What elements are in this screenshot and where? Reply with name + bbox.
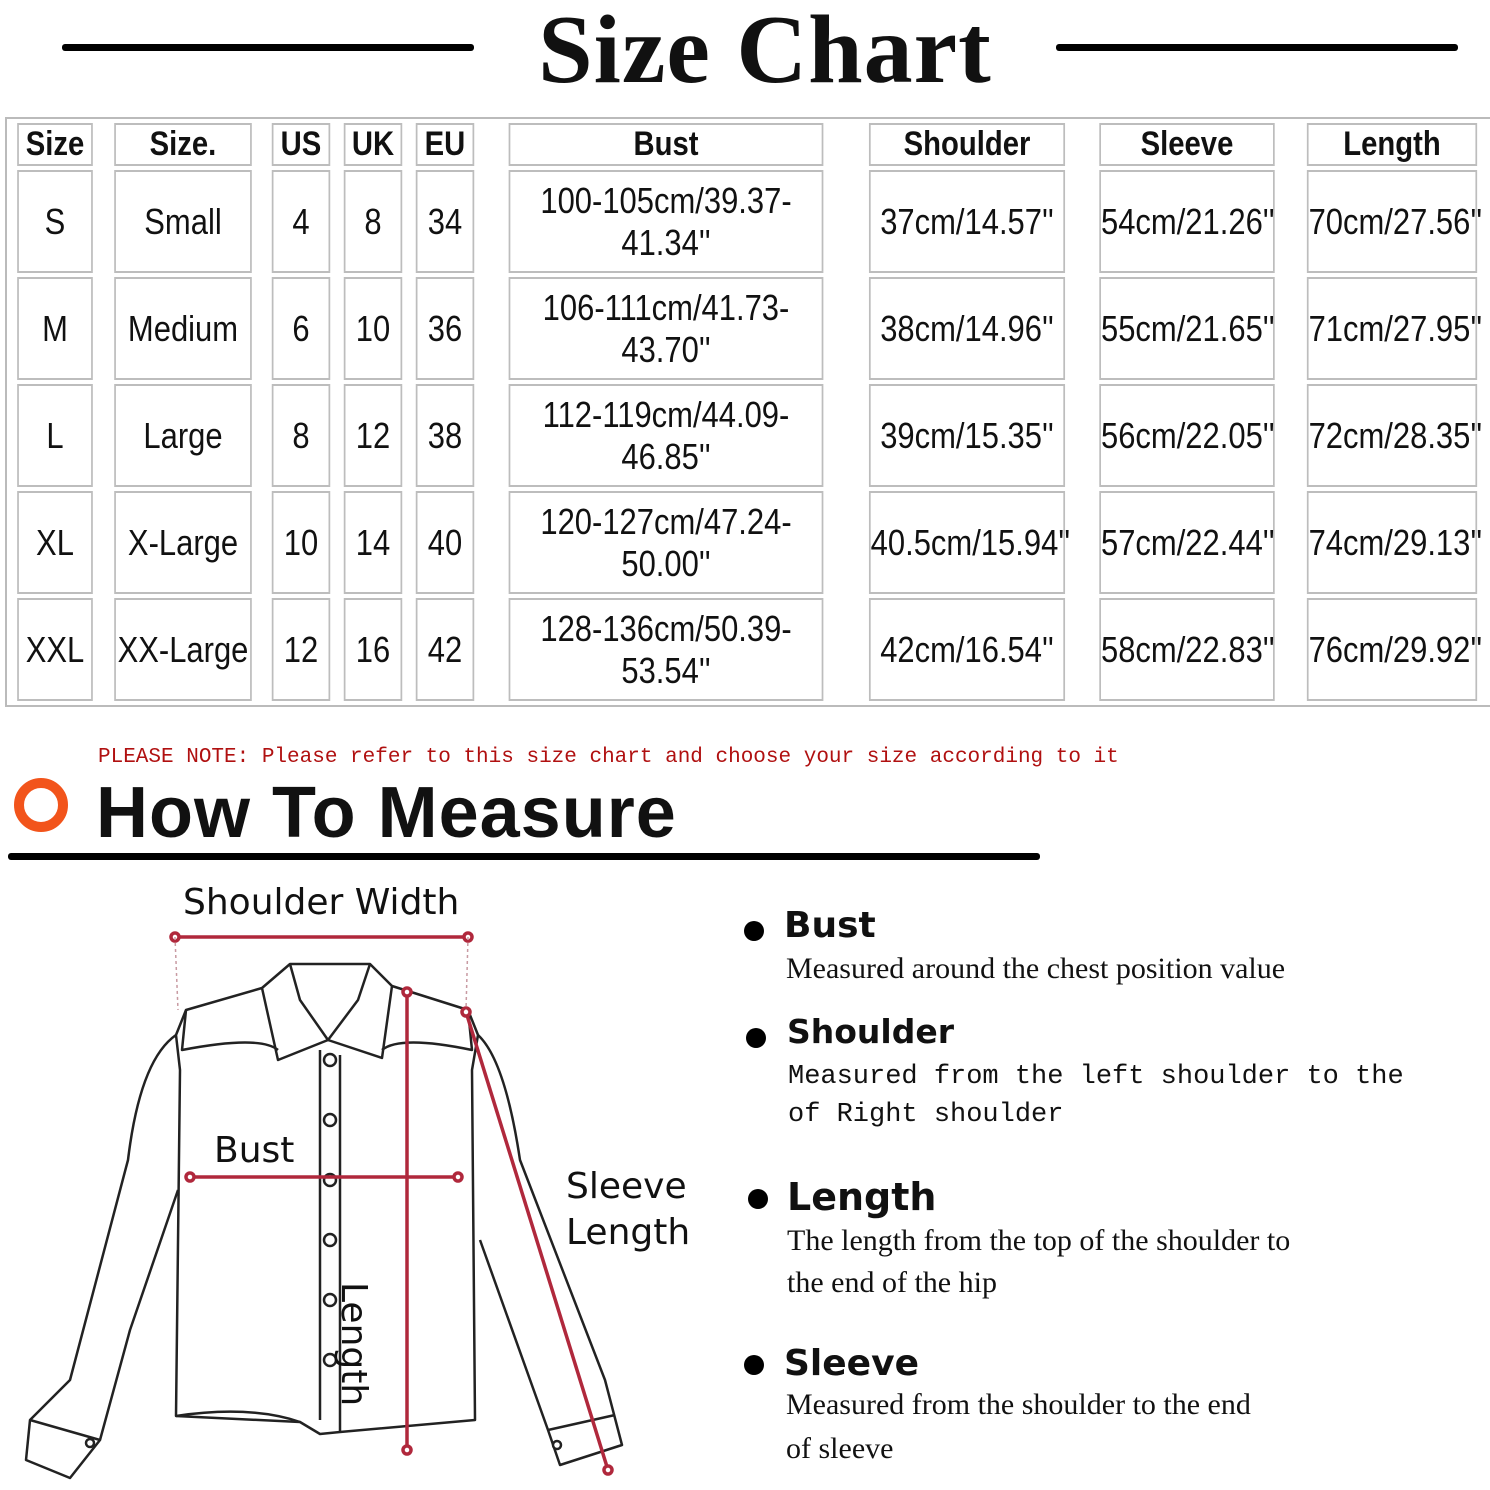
circle-bullet-icon (14, 778, 68, 832)
table-cell: 42cm/16.54'' (869, 598, 1065, 701)
measure-item-desc-line2: of sleeve (786, 1432, 894, 1465)
table-cell: 120-127cm/47.24-50.00'' (509, 491, 824, 594)
header-uk: UK (344, 123, 402, 166)
table-cell: 12 (344, 384, 402, 487)
measure-item-title: Length (787, 1175, 937, 1219)
table-row (11, 384, 1490, 487)
title-rule-left (62, 44, 474, 51)
table-cell: 72cm/28.35'' (1307, 384, 1477, 487)
table-cell: 6 (272, 277, 330, 380)
table-row (11, 491, 1490, 594)
table-cell: 55cm/21.65'' (1099, 277, 1274, 380)
table-cell: 112-119cm/44.09-46.85'' (509, 384, 824, 487)
table-cell: 8 (272, 384, 330, 487)
header-length: Length (1307, 123, 1477, 166)
measure-item-sleeve (744, 1343, 1434, 1473)
sleeve-length-label-line1: Sleeve (566, 1166, 687, 1207)
measure-item-length (744, 1175, 1434, 1305)
table-cell: 14 (344, 491, 402, 594)
table-cell: 16 (344, 598, 402, 701)
measure-item-desc-line2: the end of the hip (787, 1266, 997, 1299)
table-cell: 70cm/27.56'' (1307, 170, 1477, 273)
measure-item-desc: Measured around the chest position value (786, 952, 1286, 985)
measure-item-desc-line1: Measured from the shoulder to the end (786, 1388, 1251, 1421)
table-cell: 58cm/22.83'' (1099, 598, 1274, 701)
bullet-icon (744, 1355, 764, 1375)
table-cell: 100-105cm/39.37-41.34'' (509, 170, 824, 273)
table-cell: 128-136cm/50.39-53.54'' (509, 598, 824, 701)
length-label: Length (333, 1282, 374, 1407)
shirt-diagram (0, 860, 720, 1490)
table-cell: Small (114, 170, 252, 273)
table-cell: 38 (416, 384, 474, 487)
header-size: Size (17, 123, 93, 166)
table-cell: 34 (416, 170, 474, 273)
table-cell: XX-Large (114, 598, 252, 701)
table-cell: XXL (17, 598, 93, 701)
table-cell: 57cm/22.44'' (1099, 491, 1274, 594)
size-note: PLEASE NOTE: Please refer to this size chart and choose your size according to it (98, 746, 1119, 769)
measure-heading-rule (8, 853, 1040, 860)
table-header-row (11, 123, 1490, 166)
table-cell: 10 (272, 491, 330, 594)
header-size-name: Size. (114, 123, 252, 166)
table-row (11, 277, 1490, 380)
header-eu: EU (416, 123, 474, 166)
table-cell: 36 (416, 277, 474, 380)
header-shoulder: Shoulder (869, 123, 1065, 166)
measure-heading: How To Measure (96, 773, 677, 853)
table-cell: 37cm/14.57'' (869, 170, 1065, 273)
table-cell: 10 (344, 277, 402, 380)
measure-item-desc-line1: Measured from the left shoulder to the (788, 1062, 1404, 1092)
measure-item-desc-line1: The length from the top of the shoulder to (787, 1224, 1291, 1257)
table-cell: L (17, 384, 93, 487)
title-rule-right (1056, 44, 1458, 51)
measure-item-title: Bust (784, 905, 876, 946)
bust-label: Bust (214, 1130, 295, 1171)
measure-item-desc-line2: of Right shoulder (788, 1100, 1064, 1130)
table-cell: Large (114, 384, 252, 487)
measure-item-bust (744, 905, 1434, 995)
measure-item-title: Shoulder (787, 1012, 955, 1051)
table-cell: 4 (272, 170, 330, 273)
bullet-icon (748, 1189, 768, 1209)
table-cell: 8 (344, 170, 402, 273)
table-cell: 71cm/27.95'' (1307, 277, 1477, 380)
table-row (11, 170, 1490, 273)
table-cell: M (17, 277, 93, 380)
shoulder-width-label: Shoulder Width (183, 882, 460, 923)
table-cell: 106-111cm/41.73-43.70'' (509, 277, 824, 380)
size-table (5, 117, 1490, 707)
table-cell: 39cm/15.35'' (869, 384, 1065, 487)
bullet-icon (746, 1028, 766, 1048)
sleeve-length-label-line2: Length (566, 1212, 691, 1253)
measure-item-title: Sleeve (784, 1343, 919, 1384)
table-cell: 40.5cm/15.94'' (869, 491, 1065, 594)
table-cell: 40 (416, 491, 474, 594)
table-cell: S (17, 170, 93, 273)
table-cell: 42 (416, 598, 474, 701)
table-cell: 12 (272, 598, 330, 701)
table-cell: 76cm/29.92'' (1307, 598, 1477, 701)
table-cell: X-Large (114, 491, 252, 594)
table-cell: Medium (114, 277, 252, 380)
bullet-icon (744, 921, 764, 941)
table-cell: 56cm/22.05'' (1099, 384, 1274, 487)
measure-item-shoulder (744, 1012, 1434, 1142)
table-row (11, 598, 1490, 701)
table-cell: XL (17, 491, 93, 594)
table-cell: 54cm/21.26'' (1099, 170, 1274, 273)
header-us: US (272, 123, 330, 166)
header-bust: Bust (509, 123, 824, 166)
table-cell: 74cm/29.13'' (1307, 491, 1477, 594)
page-title: Size Chart (538, 0, 992, 104)
table-cell: 38cm/14.96'' (869, 277, 1065, 380)
header-sleeve: Sleeve (1099, 123, 1274, 166)
